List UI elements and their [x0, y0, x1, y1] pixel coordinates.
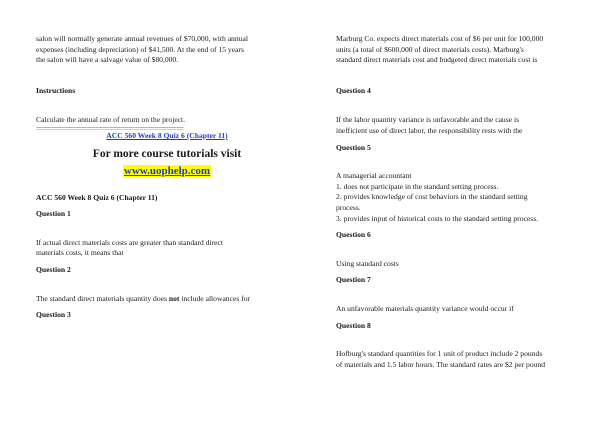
section-heading: ACC 560 Week 8 Quiz 6 (Chapter 11): [36, 192, 158, 202]
question-heading: Question 7: [336, 275, 371, 285]
site-link-wrapper[interactable]: [36, 164, 298, 179]
question-text-line: of materials and 1.5 labor hours. The standard rates are $2 per pound: [336, 359, 546, 369]
intro-text-line: expenses (including depreciation) of $41,500. At the end of 15 years: [36, 44, 244, 54]
separator-line: ========================================: [36, 125, 184, 131]
answer-option: 3. provides input of historical costs to the standard setting process.: [336, 213, 539, 223]
answer-option: process.: [336, 202, 361, 212]
question-text-emphasis: not: [168, 293, 180, 303]
question-text-line: An unfavorable materials quantity variance would occur if: [336, 303, 514, 313]
promo-text: For more course tutorials visit: [92, 147, 242, 160]
question-text-line: If the labor quantity variance is unfavorable and the cause is: [336, 115, 520, 125]
site-link[interactable]: www.uophelp.com: [123, 164, 211, 177]
question-heading: Question 6: [336, 230, 371, 240]
course-link[interactable]: ACC 560 Week 8 Quiz 6 (Chapter 11): [106, 130, 228, 140]
question-heading: Question 2: [36, 264, 71, 274]
question-text-part: The standard direct materials quantity does: [36, 293, 169, 303]
question-text-line: standard direct materials cost and budgeted direct materials cost is: [336, 55, 538, 65]
question-heading: Question 3: [36, 310, 71, 320]
instructions-text: Calculate the annual rate of return on the project.: [36, 115, 186, 125]
question-heading: Question 4: [336, 85, 371, 95]
question-text-line: Hofburg's standard quantities for 1 unit of product include 2 pounds: [336, 349, 543, 359]
question-text-line: Using standard costs: [336, 258, 399, 268]
answer-option: 1. does not participate in the standard setting process.: [336, 181, 499, 191]
answer-option: 2. provides knowledge of cost behaviors in the standard setting: [336, 192, 528, 202]
question-text-line: units (a total of $600,000 of direct materials costs). Marburg's: [336, 44, 524, 54]
question-text-line: inefficient use of direct labor, the responsibility rests with the: [336, 125, 523, 135]
question-heading: Question 5: [336, 142, 371, 152]
question-heading: Question 1: [36, 209, 71, 219]
right-column: [336, 34, 566, 370]
question-text: [36, 294, 298, 305]
question-text-part: include allowances for: [179, 293, 251, 303]
question-heading: Question 8: [336, 320, 371, 330]
intro-text-line: the salon will have a salvage value of $80,000.: [36, 55, 179, 65]
question-text-line: A managerial accountant: [336, 171, 412, 181]
question-text-line: If actual direct materials costs are greater than standard direct: [36, 237, 224, 247]
intro-text-line: salon will normally generate annual revenues of $70,000, with annual: [36, 34, 248, 43]
instructions-heading: Instructions: [36, 85, 76, 95]
course-link-wrapper[interactable]: [36, 131, 298, 142]
left-column: [36, 34, 298, 321]
question-text-line: materials costs, it means that: [36, 248, 124, 258]
question-text-line: Marburg Co. expects direct materials cost of $6 per unit for 100,000: [336, 34, 544, 43]
